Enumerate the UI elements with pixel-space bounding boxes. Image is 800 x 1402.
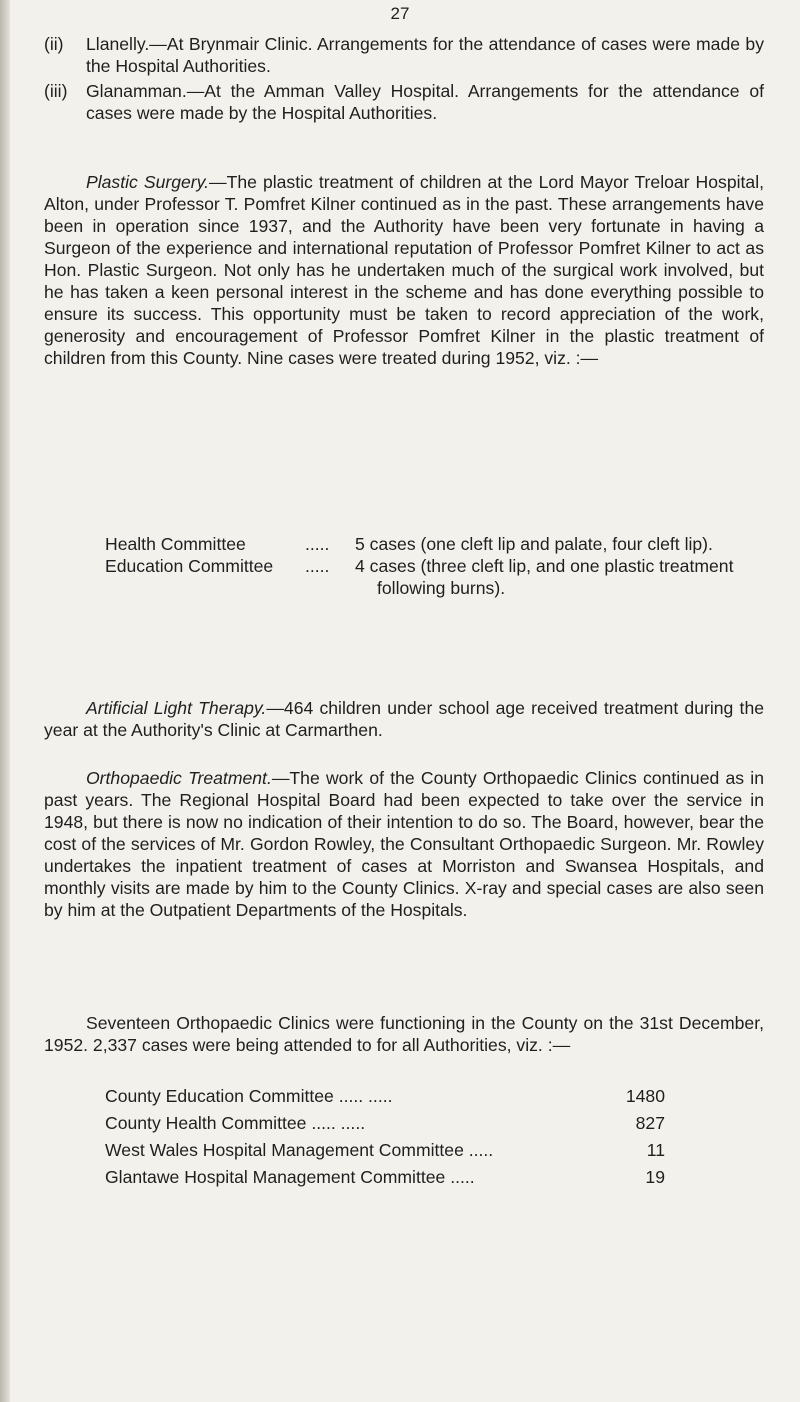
page-spine-shadow bbox=[0, 0, 10, 1402]
case-description: 5 cases (one cleft lip and palate, four cleft lip). bbox=[355, 534, 713, 554]
section-heading: Artificial Light Therapy. bbox=[86, 698, 267, 718]
artificial-light-paragraph bbox=[44, 697, 764, 741]
orthopaedic-paragraph bbox=[44, 767, 764, 921]
item-iii bbox=[44, 80, 764, 124]
leader-dots: ..... bbox=[305, 556, 330, 576]
table-row bbox=[105, 1164, 665, 1191]
section-heading: Plastic Surgery. bbox=[86, 172, 210, 192]
item-number: (iii) bbox=[44, 81, 68, 101]
case-label: Health Committee bbox=[105, 534, 246, 554]
page-number: 27 bbox=[390, 4, 410, 23]
orthopaedic-cases-table bbox=[105, 1083, 665, 1191]
row-value: 827 bbox=[635, 1113, 665, 1133]
row-label: Glantawe Hospital Management Committee ..... bbox=[105, 1167, 475, 1187]
row-value: 19 bbox=[645, 1167, 665, 1187]
section-heading: Orthopaedic Treatment. bbox=[86, 768, 272, 788]
table-row bbox=[105, 1083, 665, 1110]
plastic-cases-list bbox=[105, 533, 765, 599]
row-label: County Education Committee ..... ..... bbox=[105, 1086, 393, 1106]
case-description: 4 cases (three cleft lip, and one plastic treatment following burns). bbox=[355, 556, 734, 598]
list-item bbox=[105, 555, 765, 599]
item-ii bbox=[44, 33, 764, 77]
paragraph-text: —464 children under school age received treatment during the year at the Authority's Clinic at Carmarthen. bbox=[44, 698, 765, 740]
paragraph-text: —The plastic treatment of children at the Lord Mayor Treloar Hospital, Alton, under Professor T. Pomfret Kilner continued as in the past. These arrangements have been in operation since 1937, and the Authority have been very fortunate in having a Surgeon of the experience and international reputation of Professor Pomfret Kilner to act as Hon. Plastic Surgeon. Not only has he undertaken much of the surgical work involved, but he has taken a keen personal interest in the scheme and has done everything possible to ensure its success. This opportunity must be taken to record appreciation of the work, generosity and encouragement of Professor Pomfret Kilner in the plastic treatment of children from this County. Nine cases were treated during 1952, viz. :— bbox=[44, 172, 764, 368]
row-label: West Wales Hospital Management Committee ..... bbox=[105, 1140, 494, 1160]
table-row bbox=[105, 1137, 665, 1164]
item-text: Llanelly.—At Brynmair Clinic. Arrangements for the attendance of cases were made by the Hospital Authorities. bbox=[86, 34, 764, 76]
case-label: Education Committee bbox=[105, 556, 274, 576]
leader-dots: ..... bbox=[305, 534, 330, 554]
paragraph-text: —The work of the County Orthopaedic Clinics continued as in past years. The Regional Hospital Board had been expected to take over the service in 1948, but there is now no indication of their intention to do so. The Board, however, bear the cost of the services of Mr. Gordon Rowley, the Consultant Orthopaedic Surgeon. Mr. Rowley undertakes the inpatient treatment of cases at Morriston and Swansea Hospitals, and monthly visits are made by him to the County Clinics. X-ray and special cases are also seen by him at the Outpatient Departments of the Hospitals. bbox=[44, 768, 764, 920]
orthopaedic-clinics-paragraph bbox=[44, 1012, 764, 1056]
row-label: County Health Committee ..... ..... bbox=[105, 1113, 366, 1133]
row-value: 1480 bbox=[625, 1086, 665, 1106]
paragraph-text: Seventeen Orthopaedic Clinics were functioning in the County on the 31st December, 1952. 2,337 cases were being attended to for all Authorities, viz. :— bbox=[44, 1013, 764, 1055]
table-row bbox=[105, 1110, 665, 1137]
row-value: 11 bbox=[646, 1140, 665, 1160]
list-item bbox=[105, 533, 765, 555]
item-number: (ii) bbox=[44, 34, 64, 54]
item-text: Glanamman.—At the Amman Valley Hospital. Arrangements for the attendance of cases were made by the Hospital Authorities. bbox=[86, 81, 764, 123]
plastic-surgery-paragraph bbox=[44, 171, 764, 369]
